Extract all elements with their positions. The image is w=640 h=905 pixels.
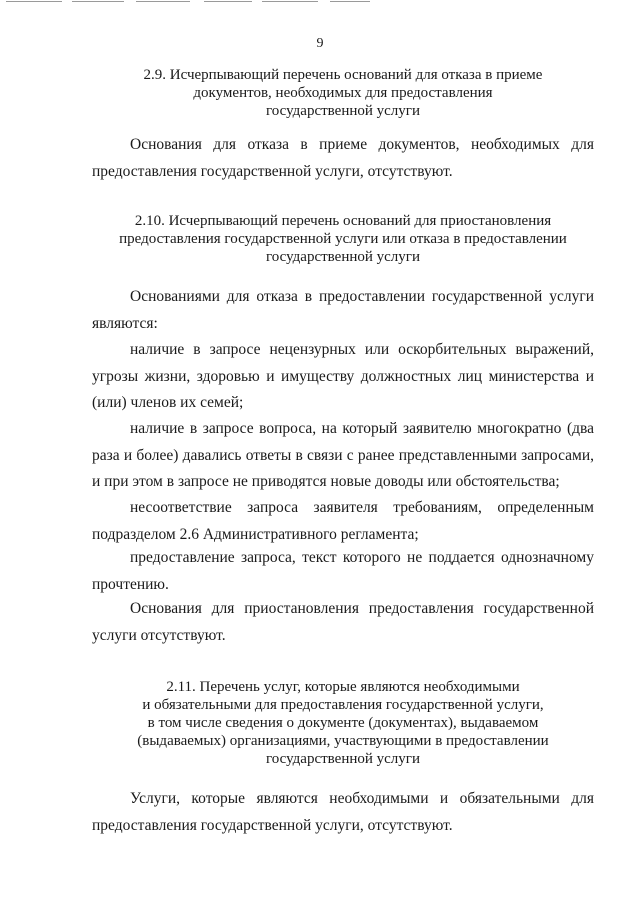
heading-line: 2.10. Исчерпывающий перечень оснований для приостановления <box>134 213 552 229</box>
heading-line: предоставления государственной услуги или отказа в предоставлении <box>119 231 567 247</box>
section-2-10-paragraph: несоответствие запроса заявителя требованиям, определенным подразделом 2.6 Административного регламента; <box>92 499 594 543</box>
heading-line: и обязательными для предоставления государственной услуги, <box>142 697 544 713</box>
heading-line: 2.9. Исчерпывающий перечень оснований для отказа в приеме <box>143 67 543 83</box>
heading-line: (выдаваемых) организациями, участвующими в предоставлении <box>137 733 549 749</box>
section-2-10-paragraph: наличие в запросе нецензурных или оскорбительных выражений, угрозы жизни, здоровью и имуществу должностных лиц министерства и (или) членов их семей; <box>92 341 594 411</box>
heading-line: в том числе сведения о документе (документах), выдаваемом <box>147 715 539 731</box>
page-number: 9 <box>316 36 324 51</box>
section-2-10-paragraph: предоставление запроса, текст которого не поддается однозначному прочтению. <box>92 549 594 593</box>
section-2-11-heading <box>80 678 606 768</box>
heading-line: государственной услуги <box>266 103 420 119</box>
heading-line: государственной услуги <box>266 249 420 265</box>
section-2-10-heading <box>80 212 606 266</box>
section-2-10-paragraph: Основания для приостановления предоставления государственной услуги отсутствуют. <box>92 600 594 644</box>
section-2-9-heading <box>80 66 606 120</box>
heading-line: документов, необходимых для предоставления <box>193 85 493 101</box>
section-2-10-paragraph: Основаниями для отказа в предоставлении государственной услуги являются: <box>92 288 594 332</box>
section-2-11-paragraph: Услуги, которые являются необходимыми и обязательными для предоставления государственной услуги, отсутствуют. <box>92 790 594 834</box>
section-2-9-paragraph: Основания для отказа в приеме документов, необходимых для предоставления государственной услуги, отсутствуют. <box>92 136 594 180</box>
scan-edge-marks <box>0 0 640 4</box>
heading-line: 2.11. Перечень услуг, которые являются необходимыми <box>166 679 520 695</box>
heading-line: государственной услуги <box>266 751 420 767</box>
section-2-10-paragraph: наличие в запросе вопроса, на который заявителю многократно (два раза и более) давались ответы в связи с ранее представленными запросами, и при этом в запросе не приводятся новые доводы или обстоятельства; <box>92 420 594 490</box>
